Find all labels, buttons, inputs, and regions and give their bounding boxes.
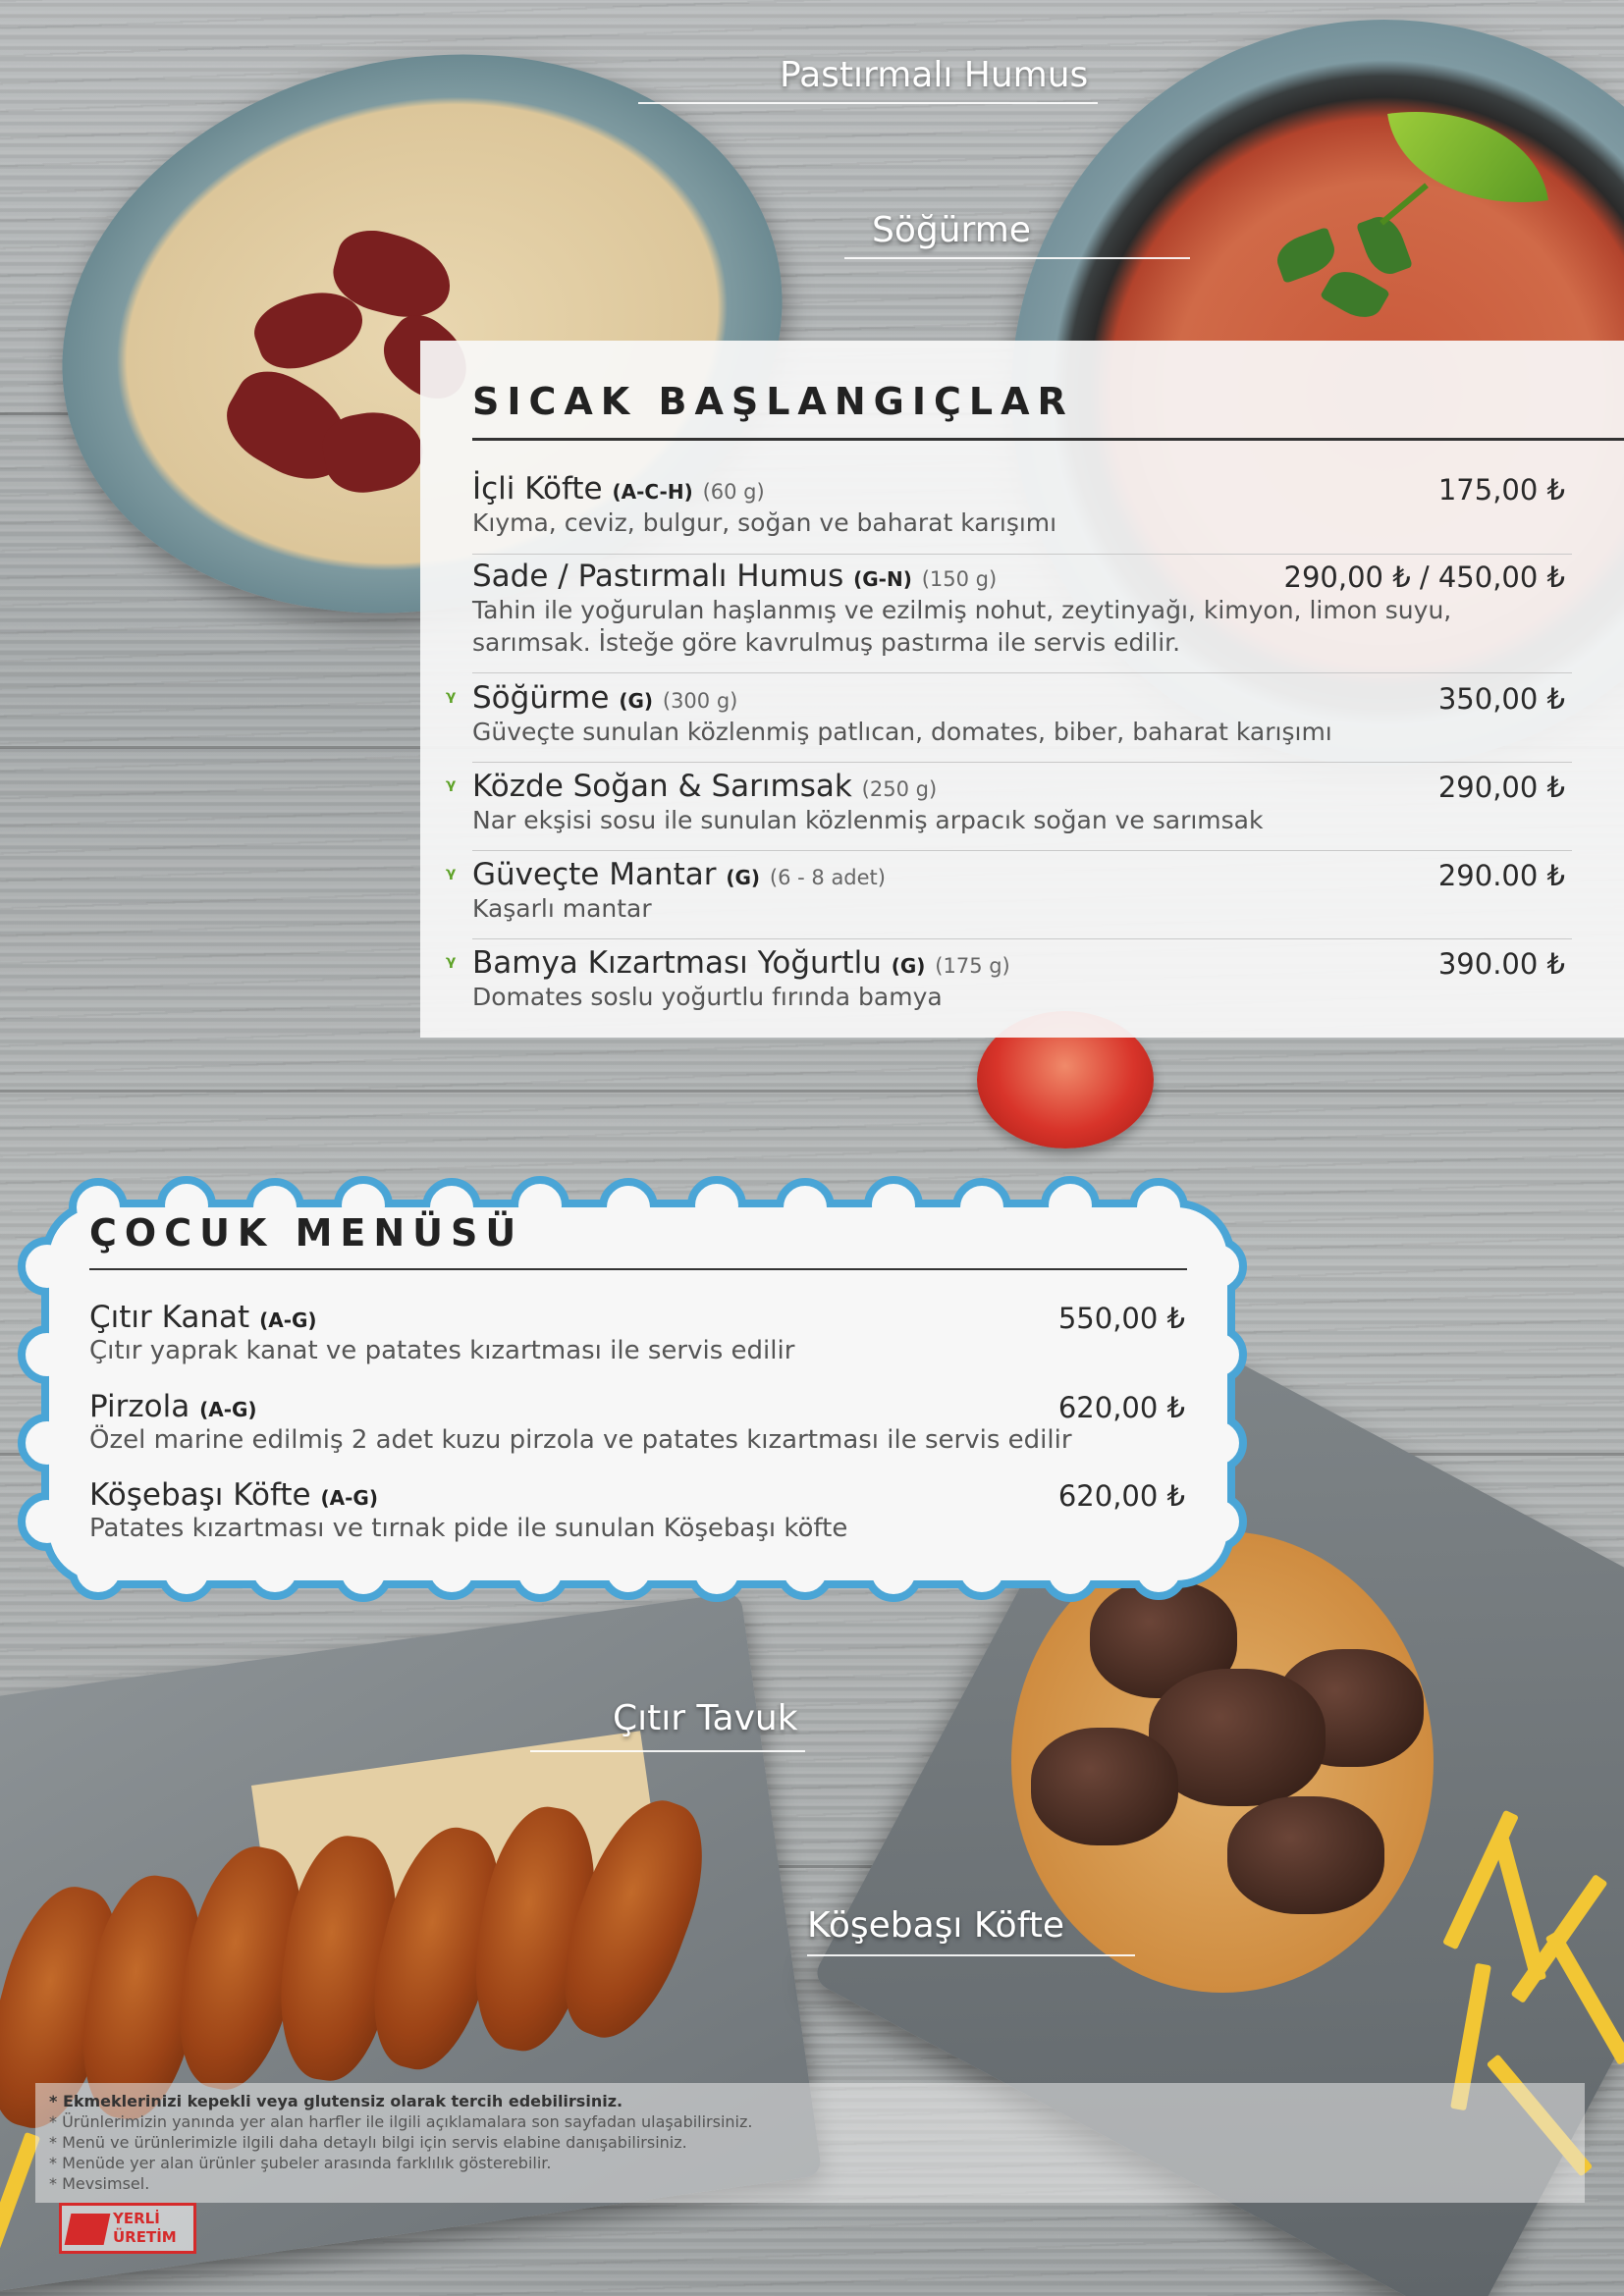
kids-menu-cloud <box>10 1168 1267 1620</box>
menu-item-heading <box>89 1477 1110 1513</box>
menu-item-heading <box>472 769 1454 804</box>
menu-item-price: 350,00 ₺ <box>1437 682 1565 716</box>
menu-item-description: Güveçte sunulan közlenmiş patlıcan, domates, biber, baharat karışımı <box>472 718 1332 746</box>
allergen-code: (A-G) <box>259 1308 317 1332</box>
vegetarian-sprout-icon: ᵞ <box>446 863 457 890</box>
allergen-code: (G) <box>619 689 654 713</box>
allergen-code: (A-C-H) <box>612 480 693 504</box>
yerli-uretim-flag-icon <box>65 2214 111 2245</box>
menu-item-name: Bamya Kızartması Yoğurtlu <box>472 945 882 981</box>
menu-item-price: 290,00 ₺ / 450,00 ₺ <box>1283 561 1565 594</box>
wood-plank-line <box>0 1090 1624 1093</box>
portion-weight: (250 g) <box>861 777 938 801</box>
footnotes-box <box>35 2083 1585 2203</box>
menu-item-name: Közde Soğan & Sarımsak <box>472 769 852 804</box>
menu-item <box>472 945 1454 1013</box>
menu-item-name: Sade / Pastırmalı Humus <box>472 559 844 594</box>
badge-text <box>113 2210 177 2247</box>
hot-starters-title: SICAK BAŞLANGIÇLAR <box>472 380 1074 423</box>
menu-item-name: Güveçte Mantar <box>472 857 717 892</box>
menu-item-name: Çıtır Kanat <box>89 1300 250 1335</box>
menu-item-description: Kıyma, ceviz, bulgur, soğan ve baharat karışımı <box>472 508 1057 537</box>
kids-menu-title: ÇOCUK MENÜSÜ <box>89 1211 524 1255</box>
menu-item-description: Özel marine edilmiş 2 adet kuzu pirzola ve patates kızartması ile servis edilir <box>89 1425 1072 1455</box>
menu-item-name: İçli Köfte <box>472 471 603 507</box>
caption-kosebasi-kofte: Köşebaşı Köfte <box>807 1905 1065 1946</box>
portion-weight: (150 g) <box>921 567 998 591</box>
allergen-code: (G-N) <box>853 567 912 591</box>
badge-line-2: ÜRETİM <box>113 2228 177 2246</box>
title-rule <box>472 438 1624 441</box>
menu-item-heading <box>89 1389 1110 1424</box>
menu-item-price: 620,00 ₺ <box>1057 1391 1185 1424</box>
menu-item-heading <box>472 471 1454 507</box>
menu-item-price: 290,00 ₺ <box>1437 771 1565 804</box>
portion-weight: (175 g) <box>935 954 1010 978</box>
menu-item-price: 390.00 ₺ <box>1437 947 1565 981</box>
menu-item <box>89 1300 1110 1367</box>
menu-item-price: 175,00 ₺ <box>1437 473 1565 507</box>
menu-item-name: Söğürme <box>472 680 610 716</box>
caption-sogurme: Söğürme <box>872 210 1031 250</box>
caption-underline <box>844 257 1190 259</box>
menu-item-price: 550,00 ₺ <box>1057 1302 1185 1335</box>
menu-item-name: Köşebaşı Köfte <box>89 1477 311 1513</box>
menu-item <box>89 1477 1110 1545</box>
menu-item-description: Patates kızartması ve tırnak pide ile sunulan Köşebaşı köfte <box>89 1514 848 1543</box>
menu-item <box>472 769 1454 836</box>
allergen-code: (G) <box>726 866 761 889</box>
menu-item-description: Domates soslu yoğurtlu fırında bamya <box>472 983 943 1011</box>
footnotes-list <box>49 2091 752 2194</box>
portion-weight: (60 g) <box>702 480 765 504</box>
caption-underline <box>807 1954 1135 1956</box>
menu-item-description: Kaşarlı mantar <box>472 894 652 923</box>
menu-item-price: 290.00 ₺ <box>1437 859 1565 892</box>
vegetarian-sprout-icon: ᵞ <box>446 774 457 802</box>
row-divider <box>472 938 1572 939</box>
footnote: * Mevsimsel. <box>49 2174 150 2193</box>
footnote: * Menü ve ürünlerimizle ilgili daha detaylı bilgi için servis elabine danışabilirsiniz. <box>49 2133 687 2152</box>
menu-item-description: Nar ekşisi sosu ile sunulan közlenmiş arpacık soğan ve sarımsak <box>472 806 1264 834</box>
vegetarian-sprout-icon: ᵞ <box>446 686 457 714</box>
caption-pastirmali-humus: Pastırmalı Humus <box>780 55 1089 95</box>
hot-starters-panel <box>420 341 1624 1038</box>
portion-weight: (6 - 8 adet) <box>769 866 886 889</box>
row-divider <box>472 850 1572 851</box>
menu-item <box>472 471 1454 539</box>
kofte-piece <box>1227 1796 1384 1914</box>
allergen-code: (A-G) <box>199 1398 257 1421</box>
row-divider <box>472 672 1572 673</box>
caption-citir-tavuk: Çıtır Tavuk <box>613 1698 798 1738</box>
menu-item-heading <box>472 945 1454 981</box>
kofte-piece <box>1031 1728 1178 1845</box>
menu-item <box>472 680 1454 748</box>
allergen-code: (A-G) <box>320 1486 378 1510</box>
badge-line-1: YERLİ <box>113 2210 160 2227</box>
title-rule <box>89 1268 1187 1270</box>
caption-underline <box>638 102 1098 104</box>
menu-item <box>472 857 1454 925</box>
vegetarian-sprout-icon: ᵞ <box>446 951 457 979</box>
row-divider <box>472 554 1572 555</box>
menu-item-description: Çıtır yaprak kanat ve patates kızartması ile servis edilir <box>89 1336 795 1365</box>
menu-item-heading <box>472 857 1454 892</box>
menu-item-description: Tahin ile yoğurulan haşlanmış ve ezilmiş nohut, zeytinyağı, kimyon, limon suyu, sarımsak. İsteğe göre kavrulmuş pastırma ile servis edilir. <box>472 596 1452 657</box>
footnote: * Ekmeklerinizi kepekli veya glutensiz olarak tercih edebilirsiniz. <box>49 2092 623 2110</box>
footnote: * Ürünlerimizin yanında yer alan harfler ile ilgili açıklamalara son sayfadan ulaşabilirsiniz. <box>49 2112 753 2131</box>
row-divider <box>472 762 1572 763</box>
menu-item-name: Pirzola <box>89 1389 190 1424</box>
menu-item-price: 620,00 ₺ <box>1057 1479 1185 1513</box>
yerli-uretim-badge <box>59 2203 196 2254</box>
footnote: * Menüde yer alan ürünler şubeler arasında farklılık gösterebilir. <box>49 2154 552 2172</box>
menu-item <box>89 1389 1110 1457</box>
allergen-code: (G) <box>891 954 926 978</box>
menu-item-heading <box>472 680 1454 716</box>
menu-item-heading <box>89 1300 1110 1335</box>
caption-underline <box>530 1750 805 1752</box>
portion-weight: (300 g) <box>662 689 738 713</box>
